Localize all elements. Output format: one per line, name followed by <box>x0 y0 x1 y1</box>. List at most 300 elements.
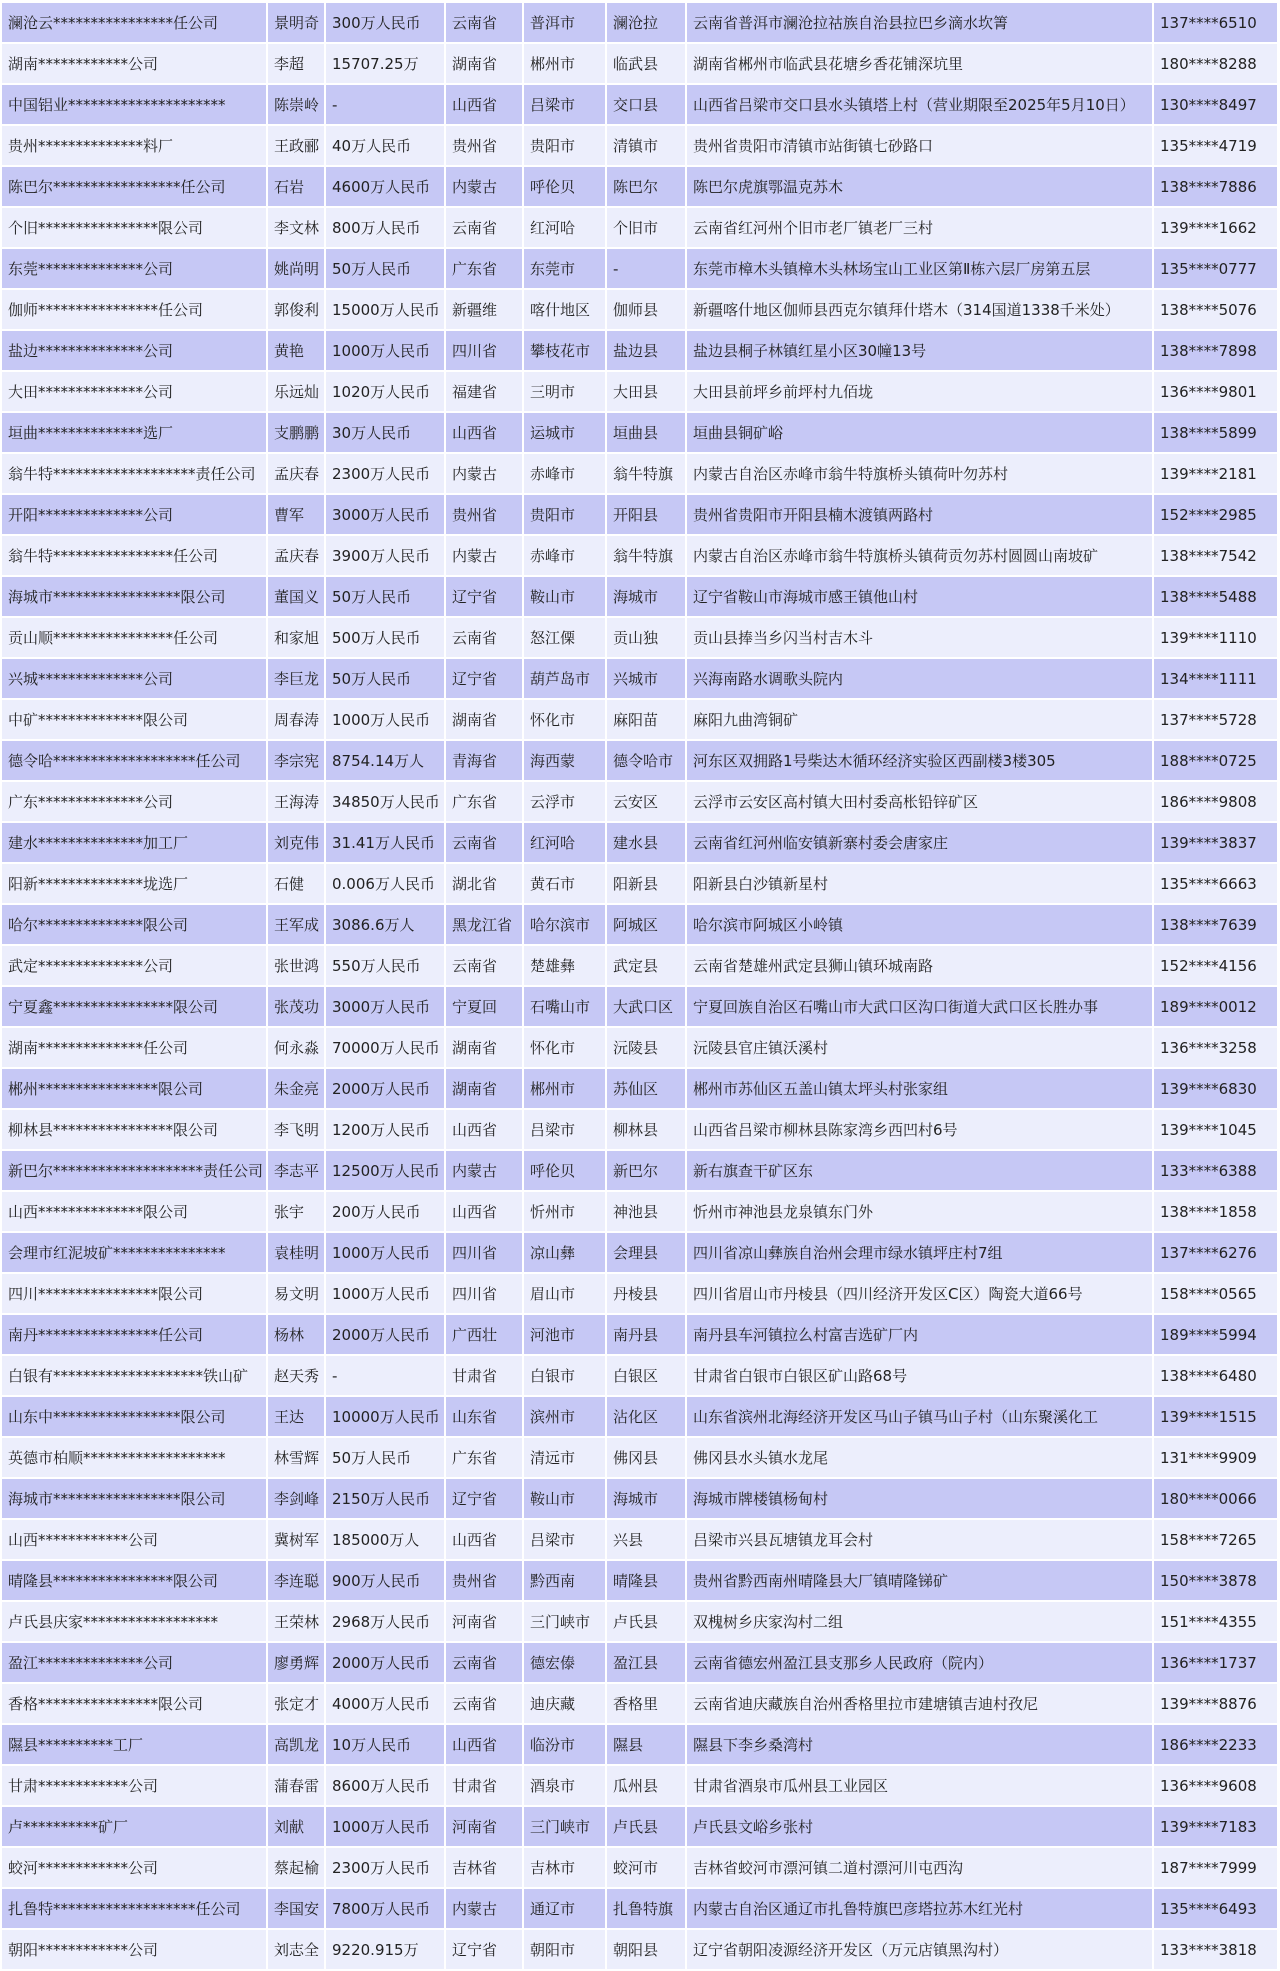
county-cell: - <box>606 248 686 289</box>
county-cell: 交口县 <box>606 84 686 125</box>
legal-rep-cell: 袁桂明 <box>267 1232 325 1273</box>
table-row <box>2 248 1278 289</box>
address-cell: 沅陵县官庄镇沃溪村 <box>686 1027 1153 1068</box>
registered-capital-cell: - <box>325 1355 445 1396</box>
city-cell: 凉山彝 <box>523 1232 606 1273</box>
province-cell: 云南省 <box>445 3 523 43</box>
company-name-cell: 澜沧云****************任公司 <box>2 3 267 43</box>
county-cell: 翁牛特旗 <box>606 453 686 494</box>
phone-cell: 138****6480 <box>1153 1355 1278 1396</box>
legal-rep-cell: 石健 <box>267 863 325 904</box>
legal-rep-cell: 李超 <box>267 43 325 84</box>
address-cell: 内蒙古自治区通辽市扎鲁特旗巴彦塔拉苏木红光村 <box>686 1888 1153 1929</box>
phone-cell: 180****8288 <box>1153 43 1278 84</box>
phone-cell: 189****5994 <box>1153 1314 1278 1355</box>
province-cell: 内蒙古 <box>445 535 523 576</box>
registered-capital-cell: 4600万人民币 <box>325 166 445 207</box>
table-row <box>2 1355 1278 1396</box>
address-cell: 双槐树乡庆家沟村二组 <box>686 1601 1153 1642</box>
address-cell: 云南省红河州个旧市老厂镇老厂三村 <box>686 207 1153 248</box>
company-name-cell: 山西**************限公司 <box>2 1191 267 1232</box>
table-row <box>2 1765 1278 1806</box>
legal-rep-cell: 王达 <box>267 1396 325 1437</box>
city-cell: 红河哈 <box>523 822 606 863</box>
table-row <box>2 535 1278 576</box>
company-name-cell: 翁牛特****************任公司 <box>2 535 267 576</box>
province-cell: 云南省 <box>445 617 523 658</box>
legal-rep-cell: 石岩 <box>267 166 325 207</box>
registered-capital-cell: 0.006万人民币 <box>325 863 445 904</box>
legal-rep-cell: 曹军 <box>267 494 325 535</box>
county-cell: 沅陵县 <box>606 1027 686 1068</box>
county-cell: 苏仙区 <box>606 1068 686 1109</box>
county-cell: 扎鲁特旗 <box>606 1888 686 1929</box>
company-name-cell: 广东**************公司 <box>2 781 267 822</box>
company-name-cell: 翁牛特*******************责任公司 <box>2 453 267 494</box>
table-row <box>2 207 1278 248</box>
address-cell: 忻州市神池县龙泉镇东门外 <box>686 1191 1153 1232</box>
legal-rep-cell: 赵天秀 <box>267 1355 325 1396</box>
county-cell: 建水县 <box>606 822 686 863</box>
registered-capital-cell: 4000万人民币 <box>325 1683 445 1724</box>
phone-cell: 138****5076 <box>1153 289 1278 330</box>
city-cell: 云浮市 <box>523 781 606 822</box>
province-cell: 广东省 <box>445 248 523 289</box>
registered-capital-cell: 50万人民币 <box>325 658 445 699</box>
province-cell: 湖南省 <box>445 43 523 84</box>
province-cell: 山西省 <box>445 1724 523 1765</box>
table-body <box>2 3 1278 1970</box>
phone-cell: 138****7639 <box>1153 904 1278 945</box>
county-cell: 会理县 <box>606 1232 686 1273</box>
city-cell: 海西蒙 <box>523 740 606 781</box>
registered-capital-cell: 1000万人民币 <box>325 699 445 740</box>
company-name-cell: 伽师****************任公司 <box>2 289 267 330</box>
address-cell: 郴州市苏仙区五盖山镇太坪头村张家组 <box>686 1068 1153 1109</box>
phone-cell: 137****6510 <box>1153 3 1278 43</box>
phone-cell: 135****6663 <box>1153 863 1278 904</box>
county-cell: 南丹县 <box>606 1314 686 1355</box>
phone-cell: 152****4156 <box>1153 945 1278 986</box>
phone-cell: 135****6493 <box>1153 1888 1278 1929</box>
registered-capital-cell: 300万人民币 <box>325 3 445 43</box>
city-cell: 吕梁市 <box>523 1109 606 1150</box>
legal-rep-cell: 蒲春雷 <box>267 1765 325 1806</box>
phone-cell: 186****2233 <box>1153 1724 1278 1765</box>
county-cell: 新巴尔 <box>606 1150 686 1191</box>
county-cell: 香格里 <box>606 1683 686 1724</box>
province-cell: 福建省 <box>445 371 523 412</box>
address-cell: 东莞市樟木头镇樟木头林场宝山工业区第Ⅱ栋六层厂房第五层 <box>686 248 1153 289</box>
address-cell: 云南省迪庆藏族自治州香格里拉市建塘镇吉迪村孜尼 <box>686 1683 1153 1724</box>
company-name-cell: 武定**************公司 <box>2 945 267 986</box>
phone-cell: 137****5728 <box>1153 699 1278 740</box>
province-cell: 贵州省 <box>445 125 523 166</box>
city-cell: 怒江傈 <box>523 617 606 658</box>
city-cell: 朝阳市 <box>523 1929 606 1970</box>
city-cell: 呼伦贝 <box>523 1150 606 1191</box>
legal-rep-cell: 黄艳 <box>267 330 325 371</box>
company-name-cell: 隰县**********工厂 <box>2 1724 267 1765</box>
table-row <box>2 617 1278 658</box>
province-cell: 甘肃省 <box>445 1355 523 1396</box>
legal-rep-cell: 李连聪 <box>267 1560 325 1601</box>
city-cell: 运城市 <box>523 412 606 453</box>
province-cell: 内蒙古 <box>445 1888 523 1929</box>
company-name-cell: 湖南**************任公司 <box>2 1027 267 1068</box>
legal-rep-cell: 李巨龙 <box>267 658 325 699</box>
city-cell: 黔西南 <box>523 1560 606 1601</box>
legal-rep-cell: 杨林 <box>267 1314 325 1355</box>
city-cell: 攀枝花市 <box>523 330 606 371</box>
registered-capital-cell: 34850万人民币 <box>325 781 445 822</box>
province-cell: 新疆维 <box>445 289 523 330</box>
table-row <box>2 904 1278 945</box>
legal-rep-cell: 姚尚明 <box>267 248 325 289</box>
legal-rep-cell: 林雪辉 <box>267 1437 325 1478</box>
address-cell: 云南省楚雄州武定县狮山镇环城南路 <box>686 945 1153 986</box>
address-cell: 贡山县捧当乡闪当村吉木斗 <box>686 617 1153 658</box>
company-name-cell: 英德市柏顺******************* <box>2 1437 267 1478</box>
table-row <box>2 1929 1278 1970</box>
city-cell: 河池市 <box>523 1314 606 1355</box>
county-cell: 个旧市 <box>606 207 686 248</box>
legal-rep-cell: 和家旭 <box>267 617 325 658</box>
phone-cell: 138****7886 <box>1153 166 1278 207</box>
registered-capital-cell: 2150万人民币 <box>325 1478 445 1519</box>
table-row <box>2 863 1278 904</box>
legal-rep-cell: 张宇 <box>267 1191 325 1232</box>
province-cell: 山西省 <box>445 1519 523 1560</box>
city-cell: 德宏傣 <box>523 1642 606 1683</box>
city-cell: 临汾市 <box>523 1724 606 1765</box>
table-row <box>2 330 1278 371</box>
phone-cell: 136****9608 <box>1153 1765 1278 1806</box>
registered-capital-cell: 50万人民币 <box>325 1437 445 1478</box>
legal-rep-cell: 王荣林 <box>267 1601 325 1642</box>
county-cell: 隰县 <box>606 1724 686 1765</box>
table-row <box>2 1519 1278 1560</box>
city-cell: 滨州市 <box>523 1396 606 1437</box>
province-cell: 吉林省 <box>445 1847 523 1888</box>
county-cell: 陈巴尔 <box>606 166 686 207</box>
registered-capital-cell: 1000万人民币 <box>325 1232 445 1273</box>
province-cell: 内蒙古 <box>445 453 523 494</box>
registered-capital-cell: 3000万人民币 <box>325 986 445 1027</box>
phone-cell: 186****9808 <box>1153 781 1278 822</box>
table-row <box>2 1191 1278 1232</box>
company-name-cell: 四川****************限公司 <box>2 1273 267 1314</box>
address-cell: 甘肃省酒泉市瓜州县工业园区 <box>686 1765 1153 1806</box>
registered-capital-cell: 50万人民币 <box>325 248 445 289</box>
company-name-cell: 柳林县****************限公司 <box>2 1109 267 1150</box>
company-name-cell: 蛟河************公司 <box>2 1847 267 1888</box>
legal-rep-cell: 王军成 <box>267 904 325 945</box>
registered-capital-cell: 2000万人民币 <box>325 1314 445 1355</box>
phone-cell: 139****1045 <box>1153 1109 1278 1150</box>
city-cell: 怀化市 <box>523 1027 606 1068</box>
registered-capital-cell: 185000万人 <box>325 1519 445 1560</box>
address-cell: 盐边县桐子林镇红星小区30幢13号 <box>686 330 1153 371</box>
address-cell: 吕梁市兴县瓦塘镇龙耳会村 <box>686 1519 1153 1560</box>
table-row <box>2 1642 1278 1683</box>
province-cell: 山东省 <box>445 1396 523 1437</box>
province-cell: 青海省 <box>445 740 523 781</box>
legal-rep-cell: 张茂功 <box>267 986 325 1027</box>
address-cell: 内蒙古自治区赤峰市翁牛特旗桥头镇荷叶勿苏村 <box>686 453 1153 494</box>
province-cell: 云南省 <box>445 1683 523 1724</box>
province-cell: 湖南省 <box>445 1068 523 1109</box>
legal-rep-cell: 支鹏鹏 <box>267 412 325 453</box>
address-cell: 山东省滨州北海经济开发区马山子镇马山子村（山东聚溪化工 <box>686 1396 1153 1437</box>
city-cell: 葫芦岛市 <box>523 658 606 699</box>
phone-cell: 130****8497 <box>1153 84 1278 125</box>
county-cell: 卢氏县 <box>606 1601 686 1642</box>
address-cell: 贵州省贵阳市清镇市站街镇七砂路口 <box>686 125 1153 166</box>
table-row <box>2 166 1278 207</box>
province-cell: 辽宁省 <box>445 1478 523 1519</box>
county-cell: 丹棱县 <box>606 1273 686 1314</box>
province-cell: 云南省 <box>445 1642 523 1683</box>
registered-capital-cell: 8600万人民币 <box>325 1765 445 1806</box>
city-cell: 郴州市 <box>523 43 606 84</box>
company-name-cell: 哈尔**************限公司 <box>2 904 267 945</box>
phone-cell: 135****0777 <box>1153 248 1278 289</box>
province-cell: 广东省 <box>445 1437 523 1478</box>
registered-capital-cell: 1020万人民币 <box>325 371 445 412</box>
legal-rep-cell: 刘克伟 <box>267 822 325 863</box>
legal-rep-cell: 李文林 <box>267 207 325 248</box>
province-cell: 山西省 <box>445 1109 523 1150</box>
legal-rep-cell: 李飞明 <box>267 1109 325 1150</box>
province-cell: 山西省 <box>445 1191 523 1232</box>
address-cell: 内蒙古自治区赤峰市翁牛特旗桥头镇荷贡勿苏村圆圆山南坡矿 <box>686 535 1153 576</box>
province-cell: 云南省 <box>445 945 523 986</box>
company-name-cell: 中国铝业********************* <box>2 84 267 125</box>
registered-capital-cell: 2300万人民币 <box>325 453 445 494</box>
phone-cell: 136****9801 <box>1153 371 1278 412</box>
table-row <box>2 986 1278 1027</box>
county-cell: 德令哈市 <box>606 740 686 781</box>
phone-cell: 138****7542 <box>1153 535 1278 576</box>
city-cell: 普洱市 <box>523 3 606 43</box>
address-cell: 吉林省蛟河市漂河镇二道村漂河川屯西沟 <box>686 1847 1153 1888</box>
phone-cell: 180****0066 <box>1153 1478 1278 1519</box>
city-cell: 忻州市 <box>523 1191 606 1232</box>
province-cell: 辽宁省 <box>445 576 523 617</box>
table-row <box>2 494 1278 535</box>
table-row <box>2 1396 1278 1437</box>
legal-rep-cell: 王海涛 <box>267 781 325 822</box>
city-cell: 白银市 <box>523 1355 606 1396</box>
company-name-cell: 个旧****************限公司 <box>2 207 267 248</box>
address-cell: 新右旗查干矿区东 <box>686 1150 1153 1191</box>
registered-capital-cell: - <box>325 84 445 125</box>
county-cell: 临武县 <box>606 43 686 84</box>
table-row <box>2 1273 1278 1314</box>
phone-cell: 188****0725 <box>1153 740 1278 781</box>
company-name-cell: 香格****************限公司 <box>2 1683 267 1724</box>
registered-capital-cell: 3000万人民币 <box>325 494 445 535</box>
phone-cell: 158****0565 <box>1153 1273 1278 1314</box>
city-cell: 清远市 <box>523 1437 606 1478</box>
phone-cell: 139****1515 <box>1153 1396 1278 1437</box>
address-cell: 云浮市云安区高村镇大田村委高枨铅锌矿区 <box>686 781 1153 822</box>
registered-capital-cell: 50万人民币 <box>325 576 445 617</box>
phone-cell: 139****3837 <box>1153 822 1278 863</box>
registered-capital-cell: 10万人民币 <box>325 1724 445 1765</box>
table-row <box>2 1437 1278 1478</box>
table-row <box>2 3 1278 43</box>
legal-rep-cell: 周春涛 <box>267 699 325 740</box>
table-row <box>2 576 1278 617</box>
address-cell: 海城市牌楼镇杨甸村 <box>686 1478 1153 1519</box>
legal-rep-cell: 何永淼 <box>267 1027 325 1068</box>
legal-rep-cell: 董国义 <box>267 576 325 617</box>
city-cell: 鞍山市 <box>523 576 606 617</box>
legal-rep-cell: 景明奇 <box>267 3 325 43</box>
address-cell: 辽宁省鞍山市海城市感王镇他山村 <box>686 576 1153 617</box>
county-cell: 盈江县 <box>606 1642 686 1683</box>
city-cell: 楚雄彝 <box>523 945 606 986</box>
city-cell: 石嘴山市 <box>523 986 606 1027</box>
county-cell: 柳林县 <box>606 1109 686 1150</box>
registered-capital-cell: 9220.915万 <box>325 1929 445 1970</box>
legal-rep-cell: 陈崇岭 <box>267 84 325 125</box>
address-cell: 麻阳九曲湾铜矿 <box>686 699 1153 740</box>
county-cell: 澜沧拉 <box>606 3 686 43</box>
legal-rep-cell: 孟庆春 <box>267 535 325 576</box>
company-name-cell: 东莞**************公司 <box>2 248 267 289</box>
county-cell: 阿城区 <box>606 904 686 945</box>
city-cell: 三明市 <box>523 371 606 412</box>
city-cell: 喀什地区 <box>523 289 606 330</box>
company-name-cell: 白银有********************铁山矿 <box>2 1355 267 1396</box>
county-cell: 垣曲县 <box>606 412 686 453</box>
table-row <box>2 699 1278 740</box>
company-name-cell: 卢氏县庆家****************** <box>2 1601 267 1642</box>
table-row <box>2 1232 1278 1273</box>
province-cell: 云南省 <box>445 207 523 248</box>
address-cell: 甘肃省白银市白银区矿山路68号 <box>686 1355 1153 1396</box>
phone-cell: 139****8876 <box>1153 1683 1278 1724</box>
address-cell: 新疆喀什地区伽师县西克尔镇拜什塔木（314国道1338千米处） <box>686 289 1153 330</box>
province-cell: 四川省 <box>445 330 523 371</box>
city-cell: 通辽市 <box>523 1888 606 1929</box>
address-cell: 贵州省黔西南州晴隆县大厂镇晴隆锑矿 <box>686 1560 1153 1601</box>
legal-rep-cell: 郭俊利 <box>267 289 325 330</box>
company-name-cell: 大田**************公司 <box>2 371 267 412</box>
registered-capital-cell: 1000万人民币 <box>325 1806 445 1847</box>
phone-cell: 139****1662 <box>1153 207 1278 248</box>
address-cell: 垣曲县铜矿峪 <box>686 412 1153 453</box>
registered-capital-cell: 8754.14万人 <box>325 740 445 781</box>
phone-cell: 138****1858 <box>1153 1191 1278 1232</box>
company-name-cell: 建水**************加工厂 <box>2 822 267 863</box>
phone-cell: 136****1737 <box>1153 1642 1278 1683</box>
registered-capital-cell: 1000万人民币 <box>325 1273 445 1314</box>
legal-rep-cell: 李剑峰 <box>267 1478 325 1519</box>
registered-capital-cell: 2300万人民币 <box>325 1847 445 1888</box>
city-cell: 东莞市 <box>523 248 606 289</box>
county-cell: 伽师县 <box>606 289 686 330</box>
address-cell: 山西省吕梁市柳林县陈家湾乡西凹村6号 <box>686 1109 1153 1150</box>
address-cell: 阳新县白沙镇新星村 <box>686 863 1153 904</box>
province-cell: 河南省 <box>445 1806 523 1847</box>
province-cell: 四川省 <box>445 1232 523 1273</box>
county-cell: 沾化区 <box>606 1396 686 1437</box>
registered-capital-cell: 800万人民币 <box>325 207 445 248</box>
legal-rep-cell: 张世鸿 <box>267 945 325 986</box>
table-row <box>2 1560 1278 1601</box>
registered-capital-cell: 2000万人民币 <box>325 1068 445 1109</box>
county-cell: 瓜州县 <box>606 1765 686 1806</box>
city-cell: 吕梁市 <box>523 84 606 125</box>
phone-cell: 135****4719 <box>1153 125 1278 166</box>
county-cell: 贡山独 <box>606 617 686 658</box>
city-cell: 贵阳市 <box>523 125 606 166</box>
table-row <box>2 740 1278 781</box>
table-row <box>2 1068 1278 1109</box>
county-cell: 海城市 <box>606 1478 686 1519</box>
company-name-cell: 南丹****************任公司 <box>2 1314 267 1355</box>
address-cell: 兴海南路水调歌头院内 <box>686 658 1153 699</box>
company-name-cell: 陈巴尔*****************任公司 <box>2 166 267 207</box>
address-cell: 云南省德宏州盈江县支那乡人民政府（院内） <box>686 1642 1153 1683</box>
county-cell: 清镇市 <box>606 125 686 166</box>
company-name-cell: 德令哈*******************任公司 <box>2 740 267 781</box>
company-name-cell: 新巴尔********************责任公司 <box>2 1150 267 1191</box>
county-cell: 麻阳苗 <box>606 699 686 740</box>
legal-rep-cell: 易文明 <box>267 1273 325 1314</box>
company-name-cell: 山东中*****************限公司 <box>2 1396 267 1437</box>
registered-capital-cell: 31.41万人民币 <box>325 822 445 863</box>
registered-capital-cell: 15707.25万 <box>325 43 445 84</box>
company-name-cell: 兴城**************公司 <box>2 658 267 699</box>
registered-capital-cell: 70000万人民币 <box>325 1027 445 1068</box>
table-row <box>2 1109 1278 1150</box>
registered-capital-cell: 3086.6万人 <box>325 904 445 945</box>
county-cell: 白银区 <box>606 1355 686 1396</box>
city-cell: 哈尔滨市 <box>523 904 606 945</box>
registered-capital-cell: 12500万人民币 <box>325 1150 445 1191</box>
table-row <box>2 1314 1278 1355</box>
legal-rep-cell: 高凯龙 <box>267 1724 325 1765</box>
company-name-cell: 开阳**************公司 <box>2 494 267 535</box>
phone-cell: 133****6388 <box>1153 1150 1278 1191</box>
registered-capital-cell: 40万人民币 <box>325 125 445 166</box>
phone-cell: 139****7183 <box>1153 1806 1278 1847</box>
county-cell: 武定县 <box>606 945 686 986</box>
company-name-cell: 贵州**************料厂 <box>2 125 267 166</box>
legal-rep-cell: 刘献 <box>267 1806 325 1847</box>
province-cell: 河南省 <box>445 1601 523 1642</box>
company-name-cell: 海城市*****************限公司 <box>2 1478 267 1519</box>
county-cell: 蛟河市 <box>606 1847 686 1888</box>
table-row <box>2 453 1278 494</box>
address-cell: 湖南省郴州市临武县花塘乡香花铺深坑里 <box>686 43 1153 84</box>
registered-capital-cell: 15000万人民币 <box>325 289 445 330</box>
address-cell: 山西省吕梁市交口县水头镇塔上村（营业期限至2025年5月10日） <box>686 84 1153 125</box>
legal-rep-cell: 王政郦 <box>267 125 325 166</box>
city-cell: 呼伦贝 <box>523 166 606 207</box>
province-cell: 湖南省 <box>445 1027 523 1068</box>
province-cell: 山西省 <box>445 84 523 125</box>
province-cell: 湖北省 <box>445 863 523 904</box>
table-row <box>2 1683 1278 1724</box>
city-cell: 吕梁市 <box>523 1519 606 1560</box>
address-cell: 云南省普洱市澜沧拉祜族自治县拉巴乡滴水坎箐 <box>686 3 1153 43</box>
